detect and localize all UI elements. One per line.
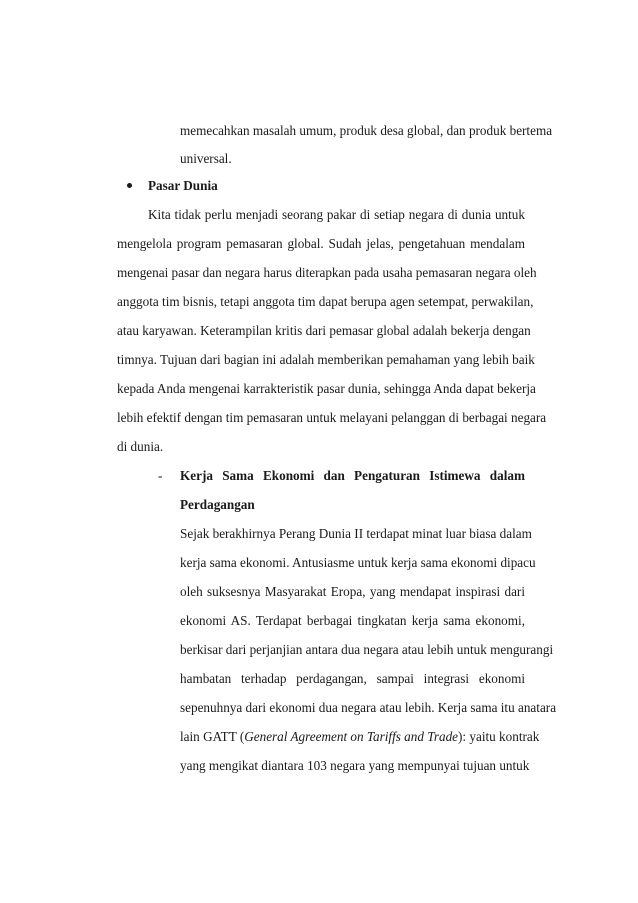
paragraph-line: yang mengikat diantara 103 negara yang mempunyai tujuan untuk [180,758,530,773]
paragraph-line-gatt [180,728,540,746]
list-dash: - [158,468,163,483]
paragraph-line: oleh suksesnya Masyarakat Eropa, yang mendapat inspirasi dari [180,584,525,599]
section-heading-kerja-sama [180,467,525,485]
paragraph-line: atau karyawan. Keterampilan kritis dari pemasar global adalah bekerja dengan [117,323,531,338]
paragraph-line: mengelola program pemasaran global. Sudah jelas, pengetahuan mendalam [117,236,525,251]
paragraph-line: lebih efektif dengan tim pemasaran untuk melayani pelanggan di berbagai negara [117,410,547,425]
heading-word: Ekonomi [262,468,315,483]
paragraph-line: di dunia. [117,439,164,454]
heading-word: Istimewa [429,468,481,483]
paragraph-line: kepada Anda mengenai karrakteristik pasar dunia, sehingga Anda dapat bekerja [117,381,536,396]
paragraph-line: sepenuhnya dari ekonomi dua negara atau lebih. Kerja sama itu anatara [180,700,557,715]
paragraph-line: timnya. Tujuan dari bagian ini adalah memberikan pemahaman yang lebih baik [117,352,535,367]
section-heading-line-2: Perdagangan [180,497,255,512]
continuation-line-2: universal. [180,151,232,166]
paragraph-line: Sejak berakhirnya Perang Dunia II terdapat minat luar biasa dalam [180,526,532,541]
continuation-line-1: memecahkan masalah umum, produk desa global, dan produk bertema [180,123,553,138]
heading-word: dalam [489,468,525,483]
paragraph-line: mengenai pasar dan negara harus diterapkan pada usaha pemasaran negara oleh [117,265,537,280]
gatt-text [180,728,539,746]
paragraph-line: berkisar dari perjanjian antara dua negara atau lebih untuk mengurangi [180,642,554,657]
paragraph-line: anggota tim bisnis, tetapi anggota tim dapat berupa agen setempat, perwakilan, [117,294,534,309]
gatt-prefix: lain GATT ( [180,729,245,744]
paragraph-line: ekonomi AS. Terdapat berbagai tingkatan kerja sama ekonomi, [180,613,525,628]
bullet-icon [127,183,132,188]
paragraph-line: kerja sama ekonomi. Antusiasme untuk kerja sama ekonomi dipacu [180,555,536,570]
gatt-italic: General Agreement on Tariffs and Trade [244,729,459,744]
heading-word: Kerja [180,468,213,483]
gatt-suffix: ): yaitu kontrak [458,729,540,744]
section-title-pasar-dunia: Pasar Dunia [148,178,218,193]
paragraph-line: Kita tidak perlu menjadi seorang pakar di setiap negara di dunia untuk [148,207,525,222]
heading-word: Pengaturan [354,468,420,483]
heading-word: Sama [222,468,254,483]
heading-word: dan [323,468,345,483]
paragraph-line: hambatan terhadap perdagangan, sampai integrasi ekonomi [180,671,525,686]
